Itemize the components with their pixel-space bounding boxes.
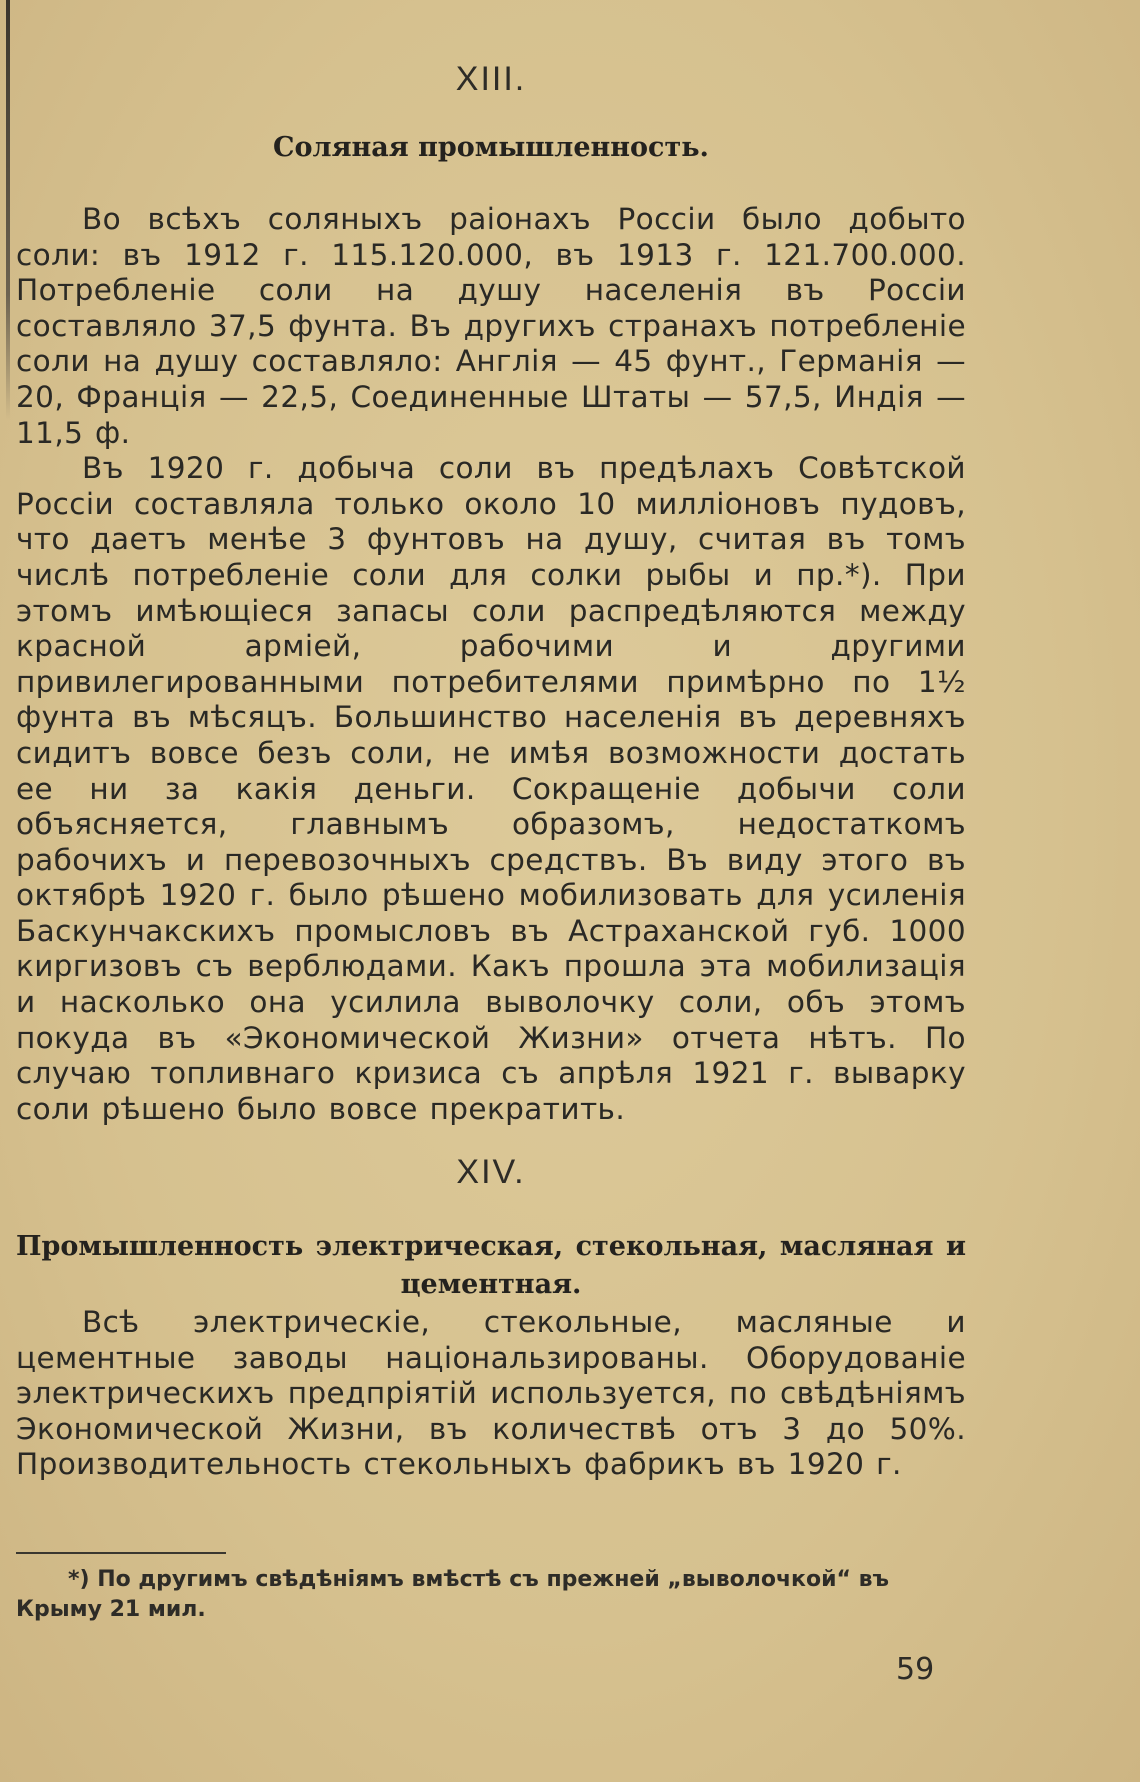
paragraph: Въ 1920 г. добыча соли въ предѣлахъ Совѣтской Россіи составляла только около 10 милліоновъ пудовъ, что даетъ менѣе 3 фунтовъ на душу, считая въ томъ числѣ потребленіе соли для солки рыбы и пр.*). При этомъ имѣющіеся запасы соли распредѣляются между красной арміей, рабочими и другими привилегированными потребителями примѣрно по 1½ фунта въ мѣсяцъ. Большинство населенія въ деревняхъ сидитъ вовсе безъ соли, не имѣя возможности достать ее ни за какія деньги. Сокращеніе добычи соли объясняется, главнымъ образомъ, недостаткомъ рабочихъ и перевозочныхъ средствъ. Въ виду этого въ октябрѣ 1920 г. было рѣшено мобилизовать для усиленія Баскунчакскихъ промысловъ въ Астраханской губ. 1000 киргизовъ съ верблюдами. Какъ прошла эта мобилизація и насколько она усилила выволочку соли, объ этомъ покуда въ «Экономической Жизни» отчета нѣтъ. По случаю топливнаго кризиса съ апрѣля 1921 г. выварку соли рѣшено было вовсе прекратить. — [16, 451, 966, 1126]
footnote-divider — [16, 1552, 226, 1554]
chapter-xiii-body — [16, 202, 966, 1191]
chapter-number-xiii: XIII. — [455, 60, 527, 98]
footnote: *) По другимъ свѣдѣніямъ вмѣстѣ съ прежней „выволочкой“ въ Крыму 21 мил. — [16, 1567, 890, 1622]
chapter-title-salt: Соляная промышленность. — [273, 132, 709, 163]
chapter-title-industry: Промышленность электрическая, стекольная, масляная и цементная. — [16, 1231, 966, 1300]
paragraph: Во всѣхъ соляныхъ раіонахъ Россіи было добыто соли: въ 1912 г. 115.120.000, въ 1913 г. 121.700.000. Потребленіе соли на душу населенія въ Россіи составляло 37,5 фунта. Въ другихъ странахъ потребленіе соли на душу составляло: Англія — 45 фунт., Германія — 20, Франція — 22,5, Соединенные Штаты — 57,5, Индія — 11,5 ф. — [16, 202, 966, 450]
page-binding-edge — [6, 0, 10, 420]
paragraph: Всѣ электрическіе, стекольные, масляные и цементные заводы національзированы. Оборудованіе электрическихъ предпріятій используется, по свѣдѣніямъ Экономической Жизни, въ количествѣ отъ 3 до 50%. Производительность стекольныхъ фабрикъ въ 1920 г. — [16, 1305, 966, 1482]
chapter-number-xiv: XIV. — [456, 1153, 526, 1192]
chapter-xiv-body — [16, 1305, 966, 1483]
page-number: 59 — [896, 1652, 935, 1687]
